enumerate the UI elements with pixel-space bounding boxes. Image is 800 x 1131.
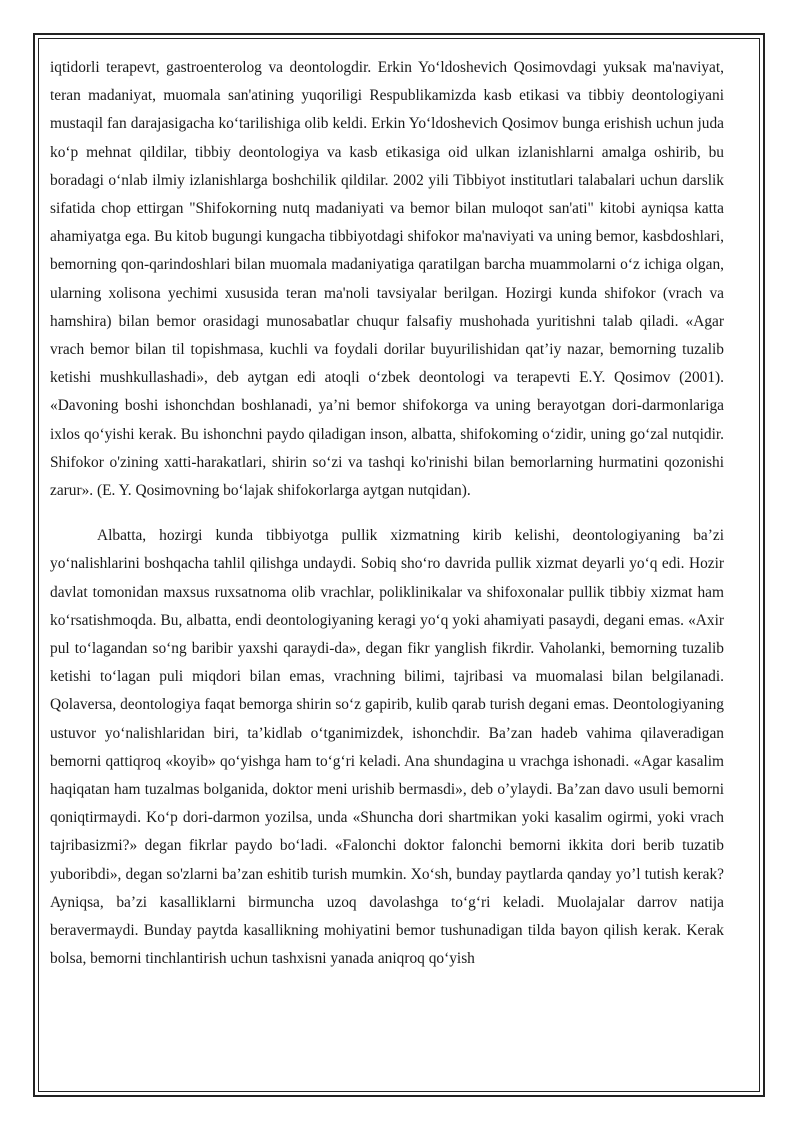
document-body bbox=[50, 54, 724, 974]
paragraph-gap bbox=[50, 505, 724, 522]
paragraph-2: Albatta, hozirgi kunda tibbiyotga pullik xizmatning kirib kelishi, deontologiyaning ba’zi yo‘nalishlarini boshqacha tahlil qilishga undaydi. Sobiq sho‘ro davrida pullik xizmat deyarli yo‘q edi. Hozir davlat tomonidan maxsus ruxsatnoma olib vrachlar, poliklinikalar va shifoxonalar pullik tibbiy xizmat ham ko‘rsatishmoqda. Bu, albatta, endi deontologiyaning keragi yo‘q yoki ahamiyati pasaydi, degani emas. «Axir pul to‘lagandan so‘ng baribir yaxshi qaraydi-da», degan fikr yanglish fikrdir. Vaholanki, bemorning tuzalib ketishi to‘lagan puli miqdori bilan emas, vrachning bilimi, tajribasi va muomalasi bilan belgilanadi. Qolaversa, deontologiya faqat bemorga shirin so‘z gapirib, kulib qarab turish degani emas. Deontologiyaning ustuvor yo‘nalishlaridan biri, ta’kidlab o‘tganimizdek, ishonchdir. Ba’zan hadeb vahima qilaveradigan bemorni qattiqroq «koyib» qo‘yishga ham to‘g‘ri keladi. Ana shundagina u vrachga ishonadi. «Agar kasalim haqiqatan ham tuzalmas bolganida, doktor meni urishib bermasdi», deb o’ylaydi. Ba’zan davo usuli bemorni qoniqtirmaydi. Ko‘p dori-darmon yozilsa, unda «Shuncha dori shartmikan yoki kasalim ogirmi, yoki vrach tajribasizmi?» degan fikrlar paydo bo‘ladi. «Falonchi doktor falonchi bemorni ikkita dori berib tuzatib yuboribdi», degan so'zlarni ba’zan eshitib turish mumkin. Xo‘sh, bunday paytlarda qanday yo’l tutish kerak? Ayniqsa, ba’zi kasalliklarni birmuncha uzoq davolashga to‘g‘ri keladi. Muolajalar darrov natija beravermaydi. Bunday paytda kasallikning mohiyatini bemor tushunadigan tilda bayon qilish kerak. Kerak bolsa, bemorni tinchlantirish uchun tashxisni yanada aniqroq qo‘yish bbox=[50, 527, 724, 968]
paragraph-1: iqtidorli terapevt, gastroenterolog va deontologdir. Erkin Yo‘ldoshevich Qosimovdagi yuksak ma'naviyat, teran madaniyat, muomala san'atining yuqoriligi Respublikamizda kasb etikasi va tibbiy deontologiyani mustaqil fan darajasigacha ko‘tarilishiga olib keldi. Erkin Yo‘ldoshevich Qosimov bunga erishish uchun juda ko‘p mehnat qildilar, tibbiy deontologiya va kasb etikasiga oid ulkan izlanishlarni amalga oshirib, bu boradagi o‘nlab ilmiy izlanishlarga boshchilik qildilar. 2002 yili Tibbiyot institutlari talabalari uchun darslik sifatida chop ettirgan "Shifokorning nutq madaniyati va bemor bilan muloqot san'ati" kitobi ayniqsa katta ahamiyatga ega. Bu kitob bugungi kungacha tibbiyotdagi shifokor ma'naviyati va uning bemor, kasbdoshlari, bemorning qon-qarindoshlari bilan muomala madaniyatiga qaratilgan barcha muammolarni o‘z ichiga olgan, ularning xolisona yechimi xususida teran ma'noli tavsiyalar berilgan. Hozirgi kunda shifokor (vrach va hamshira) bilan bemor orasidagi munosabatlar chuqur falsafiy mushohada yuritishni talab qiladi. «Agar vrach bemor bilan til topishmasa, kuchli va foydali dorilar buyurilishidan qat’iy nazar, bemorning tuzalib ketishi mushkullashadi», deb aytgan edi atoqli o‘zbek deontologi va terapevti E.Y. Qosimov (2001). «Davoning boshi ishonchdan boshlanadi, ya’ni bemor shifokorga va uning berayotgan dori-darmonlariga ixlos qo‘yishi kerak. Bu ishonchni paydo qiladigan inson, albatta, shifokoming o‘zidir, uning go‘zal nutqidir. Shifokor o'zining xatti-harakatlari, shirin so‘zi va tashqi ko'rinishi bilan bemorlarning hurmatini qozonishi zarur». (E. Y. Qosimovning bo‘lajak shifokorlarga aytgan nutqidan). bbox=[50, 59, 724, 500]
